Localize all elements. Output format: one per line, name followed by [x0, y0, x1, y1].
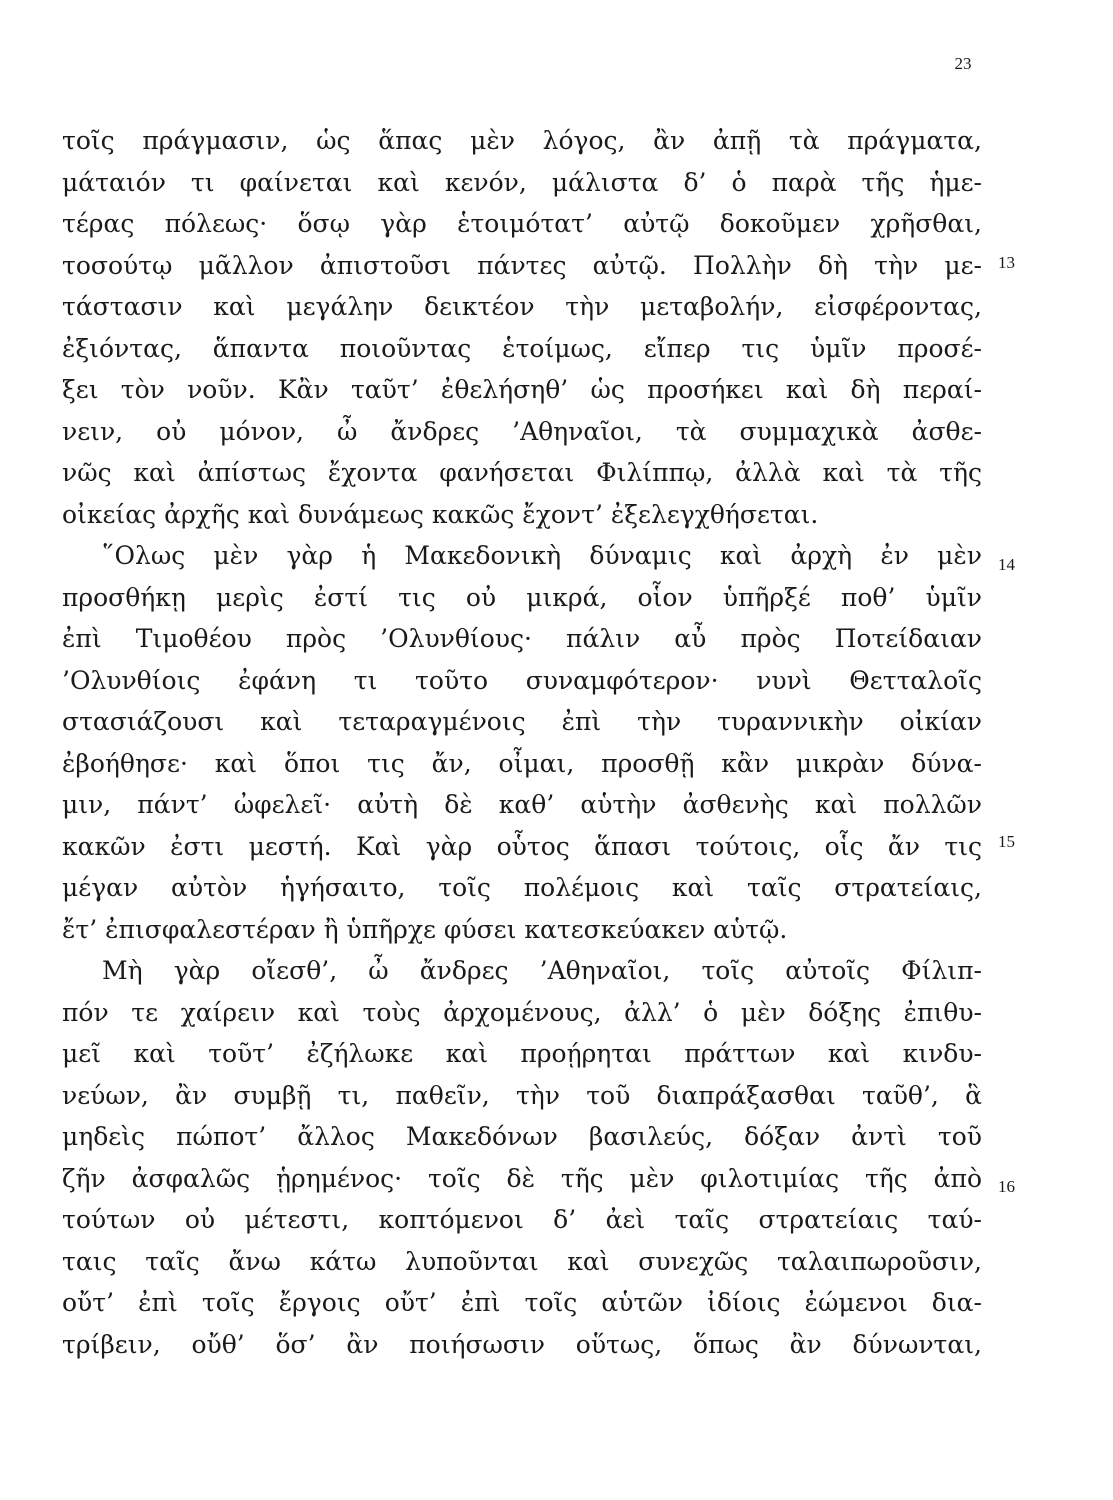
text-line: στασιάζουσι καὶ τεταραγμένοις ἐπὶ τὴν τυραννικὴν οἰκίαν — [62, 707, 982, 736]
text-line: ἐβοήθησε· καὶ ὅποι τις ἄν, οἶμαι, προσθῇ κἂν μικρὰν δύνα- — [62, 748, 982, 778]
section-number-16: 16 — [998, 1177, 1015, 1196]
text-line: τοσούτῳ μᾶλλον ἀπιστοῦσι πάντες αὐτῷ. Πολλὴν δὴ τὴν με- — [62, 250, 982, 280]
text-line: τούτων οὐ μέτεστι, κοπτόμενοι δ’ ἀεὶ ταῖς στρατείαις ταύ- — [62, 1205, 982, 1234]
section-number-14: 14 — [998, 555, 1015, 574]
text-line: νειν, οὐ μόνον, ὦ ἄνδρες ’Αθηναῖοι, τὰ συμμαχικὰ ἀσθε- — [62, 416, 982, 446]
text-line: νῶς καὶ ἀπίστως ἔχοντα φανήσεται Φιλίππῳ, ἀλλὰ καὶ τὰ τῆς — [62, 458, 982, 487]
text-line: τέρας πόλεως· ὅσῳ γὰρ ἑτοιμότατ’ αὐτῷ δοκοῦμεν χρῆσθαι, — [62, 209, 982, 238]
text-line: οὔτ’ ἐπὶ τοῖς ἔργοις οὔτ’ ἐπὶ τοῖς αὑτῶν ἰδίοις ἐώμενοι δια- — [62, 1288, 982, 1317]
text-line: Μὴ γὰρ οἴεσθ’, ὦ ἄνδρες ’Αθηναῖοι, τοῖς αὐτοῖς Φίλιπ- — [102, 956, 982, 985]
text-line: μιν, πάντ’ ὠφελεῖ· αὐτὴ δὲ καθ’ αὑτὴν ἀσθενὴς καὶ πολλῶν — [62, 790, 982, 819]
text-line: ῞Ολως μὲν γὰρ ἡ Μακεδονικὴ δύναμις καὶ ἀρχὴ ἐν μὲν — [102, 541, 982, 570]
text-line: ξει τὸν νοῦν. Κἂν ταῦτ’ ἐθελήσηθ’ ὡς προσήκει καὶ δὴ περαί- — [62, 375, 982, 404]
text-line: τάστασιν καὶ μεγάλην δεικτέον τὴν μεταβολήν, εἰσφέροντας, — [62, 292, 982, 321]
text-line: μάταιόν τι φαίνεται καὶ κενόν, μάλιστα δ’ ὁ παρὰ τῆς ἡμε- — [62, 167, 982, 197]
text-line: μηδεὶς πώποτ’ ἄλλος Μακεδόνων βασιλεύς, δόξαν ἀντὶ τοῦ — [62, 1122, 982, 1151]
text-block — [62, 120, 982, 1365]
section-number-13: 13 — [998, 253, 1015, 272]
text-line: νεύων, ἂν συμβῇ τι, παθεῖν, τὴν τοῦ διαπράξασθαι ταῦθ’, ἃ — [62, 1080, 982, 1110]
text-line: ἐξιόντας, ἅπαντα ποιοῦντας ἑτοίμως, εἴπερ τις ὑμῖν προσέ- — [62, 333, 982, 363]
text-line: μέγαν αὐτὸν ἡγήσαιτο, τοῖς πολέμοις καὶ ταῖς στρατείαις, — [62, 873, 982, 902]
text-line: ζῆν ἀσφαλῶς ᾑρημένος· τοῖς δὲ τῆς μὲν φιλοτιμίας τῆς ἀπὸ — [62, 1163, 982, 1193]
text-line: τοῖς πράγμασιν, ὡς ἅπας μὲν λόγος, ἂν ἀπῇ τὰ πράγματα, — [62, 126, 982, 155]
text-line: οἰκείας ἀρχῆς καὶ δυνάμεως κακῶς ἔχοντ’ ἐξελεγχθήσεται. — [62, 499, 819, 529]
text-line: πόν τε χαίρειν καὶ τοὺς ἀρχομένους, ἀλλ’ ὁ μὲν δόξης ἐπιθυ- — [62, 997, 982, 1027]
text-line: ταις ταῖς ἄνω κάτω λυποῦνται καὶ συνεχῶς ταλαιπωροῦσιν, — [62, 1246, 982, 1276]
text-line: ’Ολυνθίοις ἐφάνη τι τοῦτο συναμφότερον· νυνὶ Θετταλοῖς — [62, 665, 982, 695]
page-number: 23 — [954, 54, 972, 73]
text-line: τρίβειν, οὔθ’ ὅσ’ ἂν ποιήσωσιν οὕτως, ὅπως ἂν δύνωνται, — [62, 1329, 982, 1359]
text-line: ἐπὶ Τιμοθέου πρὸς ’Ολυνθίους· πάλιν αὖ πρὸς Ποτείδαιαν — [62, 624, 982, 653]
section-number-15: 15 — [998, 832, 1015, 851]
text-line: μεῖ καὶ τοῦτ’ ἐζήλωκε καὶ προῄρηται πράττων καὶ κινδυ- — [62, 1039, 982, 1068]
text-line: ἔτ’ ἐπισφαλεστέραν ἢ ὑπῆρχε φύσει κατεσκεύακεν αὑτῷ. — [62, 914, 788, 944]
text-line: κακῶν ἐστι μεστή. Καὶ γὰρ οὗτος ἅπασι τούτοις, οἷς ἄν τις — [62, 831, 982, 861]
text-line: προσθήκῃ μερὶς ἐστί τις οὐ μικρά, οἷον ὑπῆρξέ ποθ’ ὑμῖν — [62, 582, 982, 612]
